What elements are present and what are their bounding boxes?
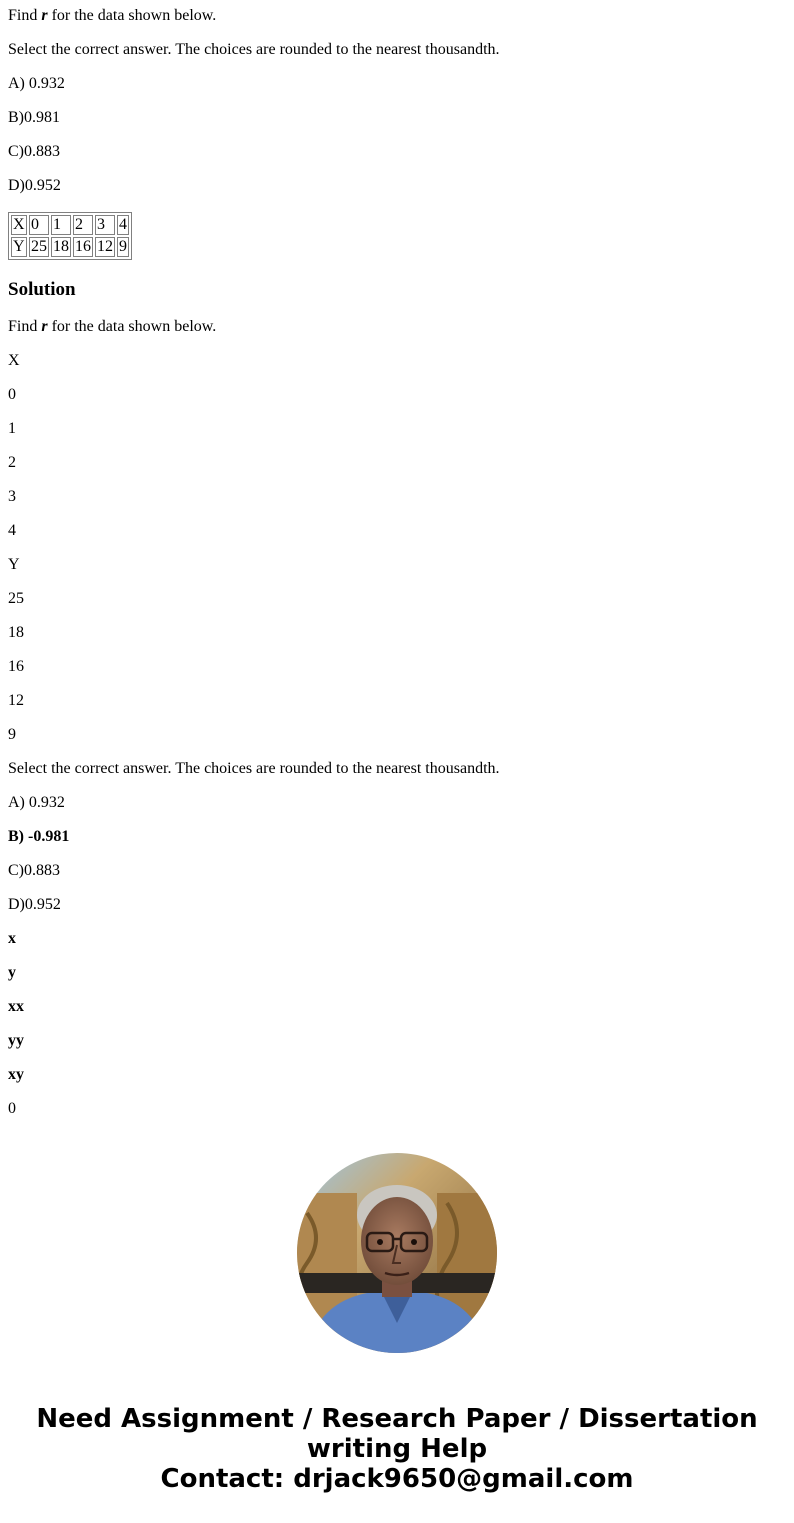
table-cell: Y [11,237,27,257]
promo-contact: Contact: drjack9650@gmail.com [160,1464,634,1494]
solution-heading: Solution [8,279,76,300]
question-prompt-suffix: for the data shown below. [47,7,217,24]
promo-line-2: writing Help [306,1434,488,1464]
solution-x-value: 4 [8,522,16,539]
solution-prompt-prefix: Find [8,318,42,335]
question-choice-a: A) 0.932 [8,75,65,92]
work-header-x: x [8,930,16,947]
question-instruction: Select the correct answer. The choices are rounded to the nearest thousandth. [8,41,500,58]
question-choice-c: C)0.883 [8,143,60,160]
table-cell: 12 [97,238,113,255]
solution-choice-c: C)0.883 [8,862,60,879]
solution-y-value: 16 [8,658,24,675]
question-variable: r [41,7,48,24]
solution-variable: r [41,318,48,335]
solution-y-value: 25 [8,590,24,607]
table-cell: 25 [31,238,47,255]
table-cell: X [11,215,27,235]
solution-x-label: X [8,352,20,369]
table-cell: 1 [51,215,71,235]
work-header-yy: yy [8,1032,24,1049]
solution-prompt [8,318,216,336]
author-portrait [297,1153,497,1353]
solution-instruction: Select the correct answer. The choices are rounded to the nearest thousandth. [8,760,500,777]
table-cell: 4 [119,216,127,233]
table-cell: 2 [73,215,93,235]
solution-y-value: 9 [8,726,16,743]
table-row-x [11,215,129,235]
table-row-y [11,237,129,257]
solution-choice-d: D)0.952 [8,896,61,913]
table-cell: 9 [119,238,127,255]
solution-y-value: 12 [8,692,24,709]
table-cell: 0 [29,215,49,235]
solution-choice-b-correct: B) -0.981 [8,828,70,845]
work-first-value: 0 [8,1100,16,1117]
work-header-y: y [8,964,16,981]
solution-choice-a: A) 0.932 [8,794,65,811]
work-header-xx: xx [8,998,24,1015]
question-choice-d: D)0.952 [8,177,61,194]
table-cell: 18 [53,238,69,255]
question-prompt-prefix: Find [8,7,42,24]
promo-banner [0,1404,794,1494]
table-cell: 3 [95,215,115,235]
data-table [8,212,132,260]
avatar [297,1153,497,1353]
question-choice-b: B)0.981 [8,109,60,126]
solution-y-value: 18 [8,624,24,641]
work-header-xy: xy [8,1066,24,1083]
table-cell: 16 [75,238,91,255]
question-prompt [8,7,216,25]
solution-x-value: 2 [8,454,16,471]
solution-x-value: 1 [8,420,16,437]
solution-x-value: 3 [8,488,16,505]
solution-x-value: 0 [8,386,16,403]
solution-y-label: Y [8,556,20,573]
promo-line-1: Need Assignment / Research Paper / Dissertation [36,1404,758,1434]
solution-prompt-suffix: for the data shown below. [47,318,217,335]
